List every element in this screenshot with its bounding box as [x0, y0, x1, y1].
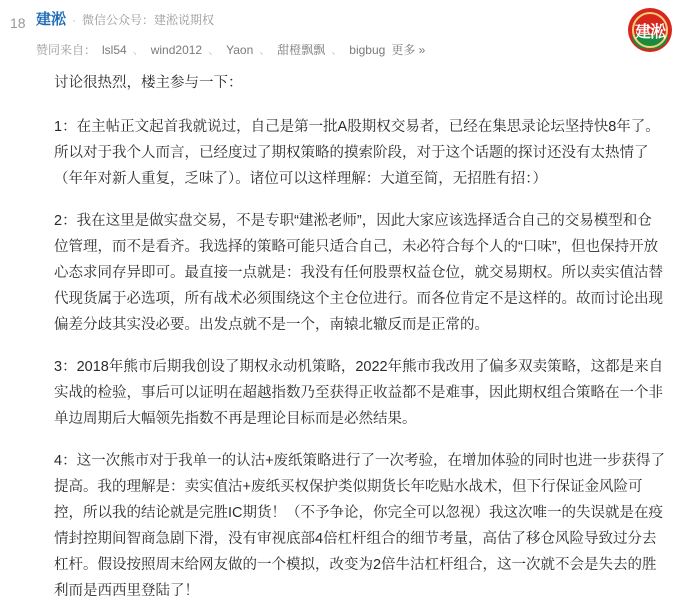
- agree-separator: 、: [331, 43, 344, 57]
- post-paragraph: 4：这一次熊市对于我单一的认沽+废纸策略进行了一次考验，在增加体验的同时也进一步获得了提高。我的理解是：卖实值沽+废纸买权保护类似期货长年吃贴水战术，但下行保证金风险可控，所以我的结论就是完胜IC期货！（不予争论，你完全可以忽视）我这次唯一的失误就是在疫情封控期间智商急剧下滑，没有审视底部4倍杠杆组合的细节考量，高估了移仓风险导致过分去杠杆。假设按照周末给网友做的一个模拟，改变为2倍牛沽杠杆组合，这一次就不会是失去的胜利而是西西里登陆了！: [54, 453, 666, 599]
- post-paragraph: 3：2018年熊市后期我创设了期权永动机策略，2022年熊市我改用了偏多双卖策略，这都是来自实战的检验，事后可以证明在超越指数乃至获得正收益都不是难事，因此期权组合策略在一个非单边周期后大幅领先指数不再是理论目标而是必然结果。: [54, 359, 664, 427]
- avatar[interactable]: [628, 8, 672, 52]
- agree-row: [36, 41, 676, 59]
- agree-separator: 、: [132, 43, 145, 57]
- agree-user[interactable]: Yaon: [226, 43, 254, 57]
- post-header-main: [36, 10, 676, 59]
- agree-label: 赞同来自：: [36, 43, 97, 57]
- agree-user[interactable]: 甜橙飘飘: [277, 43, 326, 57]
- agree-user[interactable]: lsl54: [102, 43, 127, 57]
- agree-separator: 、: [259, 43, 272, 57]
- floor-number: 18: [10, 15, 26, 31]
- agree-user[interactable]: wind2012: [150, 43, 203, 57]
- separator-dot: ·: [72, 13, 77, 27]
- wechat-value: 建淞说期权: [154, 13, 215, 27]
- post-intro: 讨论很热烈，楼主参与一下：: [54, 75, 243, 91]
- author-name[interactable]: 建淞: [36, 11, 67, 28]
- post-paragraph: 2：我在这里是做实盘交易，不是专职“建淞老师”，因此大家应该选择适合自己的交易模型和仓位管理，而不是看齐。我选择的策略可能只适合自己，未必符合每个人的“口味”，但也保持开放心态求同存异即可。最直接一点就是：我没有任何股票权益仓位，就交易期权。所以卖实值沽替代现货属于必选项，所有战术必须围绕这个主仓位进行。而各位肯定不是这样的。故而讨论出现偏差分歧其实没必要。出发点就不是一个，南辕北辙反而是正常的。: [54, 213, 663, 333]
- agree-user[interactable]: bigbug: [349, 43, 386, 57]
- agree-more-link[interactable]: 更多 »: [391, 43, 426, 57]
- avatar-label: 建淞: [634, 23, 665, 41]
- wechat-label: 微信公众号：: [82, 13, 155, 27]
- author-row: [36, 10, 676, 30]
- post-body: [0, 64, 688, 604]
- post-paragraph: 1：在主帖正文起首我就说过，自己是第一批A股期权交易者，已经在集思录论坛坚持快8年了。所以对于我个人而言，已经度过了期权策略的摸索阶段，对于这个话题的探讨还没有太热情了（年年对新人重复，乏味了）。诸位可以这样理解：大道至简，无招胜有招：）: [54, 119, 660, 187]
- post-header: [0, 0, 688, 64]
- agree-separator: 、: [208, 43, 221, 57]
